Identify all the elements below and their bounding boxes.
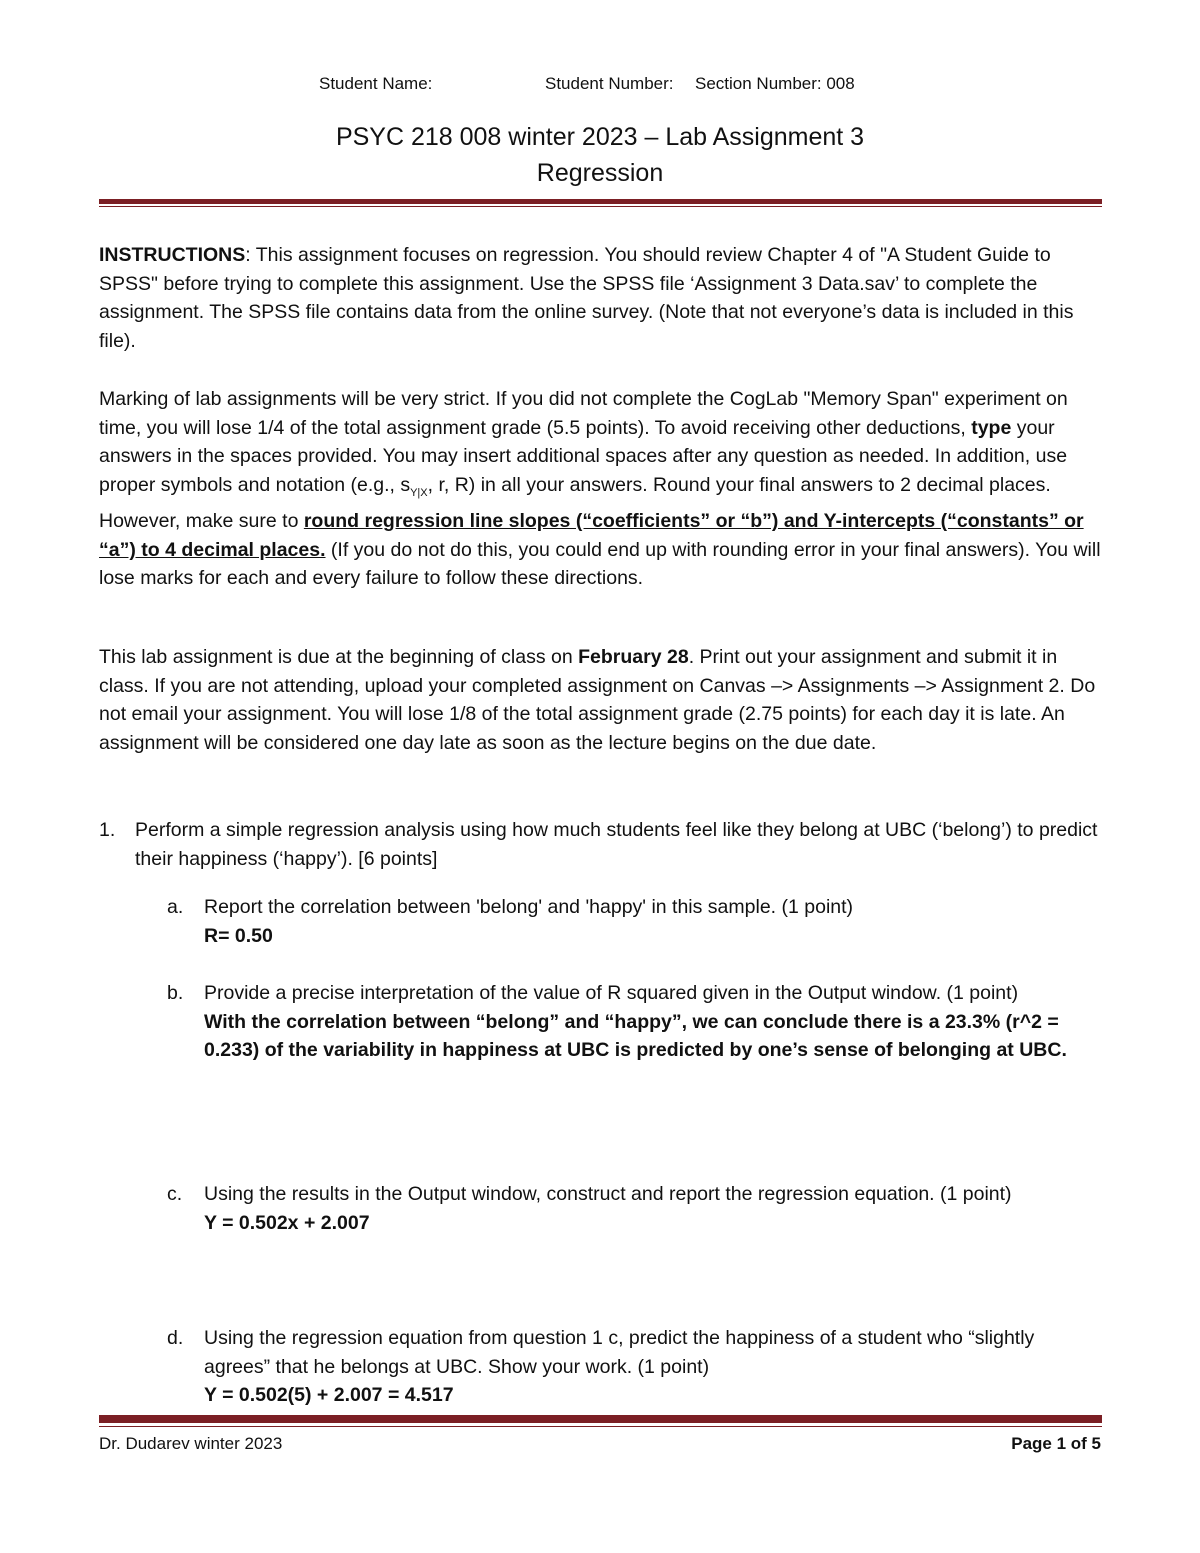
part-question: Using the results in the Output window, construct and report the regression equation. (1 point): [204, 1183, 1012, 1205]
part-label: c.: [167, 1183, 183, 1205]
title-rule-thin: [99, 206, 1102, 207]
part-answer: With the correlation between “belong” and “happy”, we can conclude there is a 23.3% (r^2 = 0.233) of the variability in happiness at UBC is predicted by one’s sense of belonging at UBC.: [204, 1010, 1067, 1062]
instructions-paragraph: [99, 241, 1104, 355]
question-1b: [167, 979, 1104, 1065]
part-label: b.: [167, 982, 184, 1004]
student-number-label: Student Number:: [545, 74, 674, 93]
notation-subscript: Y|X: [410, 486, 428, 499]
marking-emphasis: round regression line slopes (“coefficients” or “b”) and Y-intercepts (“constants” or “a”) to 4 decimal places.: [99, 510, 1084, 561]
part-label: a.: [167, 896, 184, 918]
due-text-1: This lab assignment is due at the beginning of class on: [99, 646, 579, 668]
marking-text-2: your answers in the spaces provided. You may insert additional spaces after any question as needed. In addition, use proper symbols and notation (e.g., s: [99, 416, 1068, 496]
question-text: Perform a simple regression analysis using how much students feel like they belong at UBC (‘belong’) to predict their happiness (‘happy’). [6 points]: [135, 819, 1098, 870]
page-title: PSYC 218 008 winter 2023 – Lab Assignment 3: [335, 123, 865, 151]
question-1: [99, 816, 1104, 873]
instructions-text: : This assignment focuses on regression. You should review Chapter 4 of "A Student Guide to SPSS" before trying to complete this assignment. Use the SPSS file ‘Assignment 3 Data.sav’ to complete the assignment. The SPSS file contains data from the online survey. (Note that not everyone’s data is included in this file).: [99, 244, 1074, 352]
part-question: Provide a precise interpretation of the value of R squared given in the Output window. (1 point): [204, 982, 1019, 1004]
due-date: February 28: [578, 646, 689, 668]
part-label: d.: [167, 1327, 184, 1349]
question-1c: [167, 1180, 1104, 1237]
marking-paragraph: [99, 385, 1104, 593]
part-answer: Y = 0.502x + 2.007: [204, 1211, 370, 1234]
question-1d: [167, 1324, 1104, 1410]
title-rule: [99, 199, 1102, 204]
marking-text-4: (If you do not do this, you could end up with rounding error in your final answers). You will lose marks for each and every failure to follow these directions.: [99, 538, 1101, 590]
due-text-2: . Print out your assignment and submit it in class. If you are not attending, upload your completed assignment on Canvas –> Assignments –> Assignment 2. Do not email your assignment. You will lose 1/8 of the total assignment grade (2.75 points) for each day it is late. An assignment will be considered one day late as soon as the lecture begins on the due date.: [99, 646, 1096, 754]
footer-author: Dr. Dudarev winter 2023: [99, 1434, 283, 1453]
footer-rule: [99, 1415, 1102, 1423]
footer-page-number: Page 1 of 5: [1011, 1434, 1101, 1453]
marking-text-3: , r, R) in all your answers. Round your final answers to 2 decimal places. However, make sure to: [99, 473, 1051, 533]
part-question: Report the correlation between 'belong' and 'happy' in this sample. (1 point): [204, 896, 854, 918]
part-answer: R= 0.50: [204, 924, 273, 947]
due-paragraph: [99, 643, 1104, 757]
marking-text-1: Marking of lab assignments will be very strict. If you did not complete the CogLab "Memory Span" experiment on time, you will lose 1/4 of the total assignment grade (5.5 points). To avoid receiving other deductions,: [99, 388, 1068, 439]
part-question: Using the regression equation from question 1 c, predict the happiness of a student who “slightly agrees” that he belongs at UBC. Show your work. (1 point): [204, 1327, 1035, 1378]
section-number-label: Section Number: 008: [695, 74, 855, 93]
instructions-label: INSTRUCTIONS: [99, 244, 246, 266]
footer-rule-thin: [99, 1426, 1102, 1427]
page-subtitle: Regression: [536, 159, 664, 187]
part-answer: Y = 0.502(5) + 2.007 = 4.517: [204, 1384, 454, 1407]
question-1a: [167, 893, 1104, 950]
question-number: 1.: [99, 819, 116, 841]
student-name-label: Student Name:: [319, 74, 433, 93]
marking-type-word: type: [971, 416, 1012, 439]
